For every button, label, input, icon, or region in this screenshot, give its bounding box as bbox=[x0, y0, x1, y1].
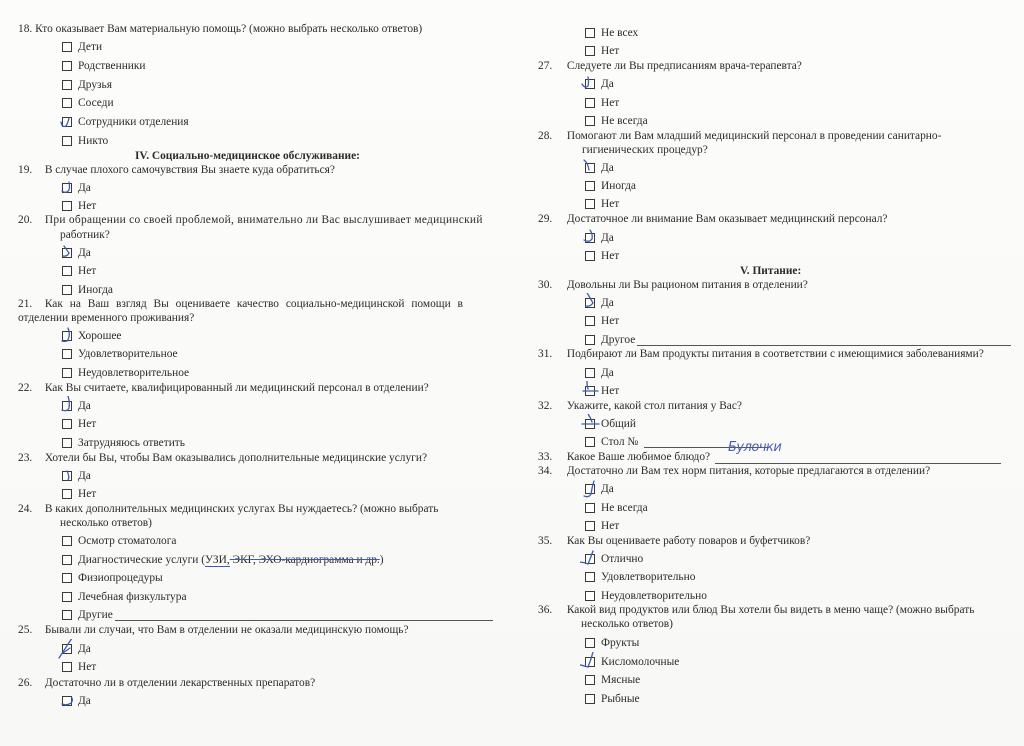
option-q24-diagnostics[interactable] bbox=[62, 553, 384, 567]
checkbox-icon[interactable] bbox=[585, 28, 595, 38]
question-number: 34. bbox=[538, 465, 553, 477]
option-q25-no[interactable] bbox=[62, 660, 96, 674]
question-number: 23. bbox=[18, 452, 33, 464]
question-28-continuation: гигиенических процедур? bbox=[582, 144, 708, 156]
option-label: Нет bbox=[601, 198, 620, 210]
question-18 bbox=[18, 22, 422, 36]
option-label: Диагностические услуги (УЗИ, ЭКГ, ЭХО-кардиограмма и др.) bbox=[78, 554, 384, 566]
option-label: Нет bbox=[78, 200, 97, 212]
checkbox-icon[interactable] bbox=[62, 98, 72, 108]
section-heading-nutrition: V. Питание: bbox=[740, 265, 802, 277]
checkbox-icon[interactable] bbox=[585, 386, 595, 396]
option-q29-no[interactable] bbox=[585, 249, 619, 263]
checkbox-icon[interactable] bbox=[62, 471, 72, 481]
question-number: 29. bbox=[538, 213, 553, 225]
checkbox-icon[interactable] bbox=[585, 503, 595, 513]
option-label: Неудовлетворительное bbox=[78, 367, 190, 379]
option-q18-neighbors[interactable] bbox=[62, 96, 114, 110]
option-q22-hard-to-say[interactable] bbox=[62, 436, 185, 450]
option-label: Да bbox=[78, 182, 91, 194]
option-label: Не всегда bbox=[601, 502, 648, 514]
option-label: Нет bbox=[78, 418, 97, 430]
option-label: Осмотр стоматолога bbox=[78, 535, 177, 547]
checkbox-icon[interactable] bbox=[62, 61, 72, 71]
handwritten-check-icon bbox=[580, 414, 602, 434]
question-20-continuation: работник? bbox=[60, 229, 110, 241]
checkbox-icon[interactable] bbox=[62, 610, 72, 620]
handwritten-check-icon bbox=[57, 396, 79, 416]
question-text: Хотели бы Вы, чтобы Вам оказывались дополнительные медицинские услуги? bbox=[44, 452, 428, 464]
question-number: 19. bbox=[18, 164, 33, 176]
question-text: Как на Ваш взгляд Вы оцениваете качество социально-медицинской помощи в bbox=[44, 298, 463, 310]
option-label: Да bbox=[601, 162, 614, 174]
option-q22-yes[interactable] bbox=[62, 399, 91, 413]
checkbox-icon[interactable] bbox=[585, 298, 595, 308]
checkbox-icon[interactable] bbox=[585, 251, 595, 261]
option-q34-no[interactable] bbox=[585, 519, 619, 533]
option-label: Да bbox=[78, 247, 91, 259]
handwritten-check-icon bbox=[580, 293, 602, 313]
option-label: Нет bbox=[601, 520, 620, 532]
option-label: Нет bbox=[78, 661, 97, 673]
checkbox-icon[interactable] bbox=[585, 233, 595, 243]
question-22 bbox=[18, 381, 429, 395]
option-q27-yes[interactable] bbox=[585, 77, 614, 91]
question-26 bbox=[18, 676, 315, 690]
option-q28-no[interactable] bbox=[585, 197, 619, 211]
handwritten-check-icon bbox=[580, 74, 602, 94]
option-q35-satisfactory[interactable] bbox=[585, 570, 695, 584]
checkbox-icon[interactable] bbox=[62, 662, 72, 672]
checkbox-icon[interactable] bbox=[62, 349, 72, 359]
checkbox-icon[interactable] bbox=[585, 116, 595, 126]
option-label: Да bbox=[78, 695, 91, 707]
option-q24-exercise[interactable] bbox=[62, 590, 187, 604]
checkbox-icon[interactable] bbox=[585, 437, 595, 447]
checkbox-icon[interactable] bbox=[585, 335, 595, 345]
question-number: 18. bbox=[18, 23, 33, 35]
checkbox-icon[interactable] bbox=[585, 638, 595, 648]
question-27 bbox=[538, 59, 802, 73]
question-text: В каких дополнительных медицинских услугах Вы нуждаетесь? (можно выбрать bbox=[44, 503, 439, 515]
option-q26-not-all[interactable] bbox=[585, 26, 638, 40]
option-label: Соседи bbox=[78, 97, 114, 109]
question-text: В случае плохого самочувствия Вы знаете куда обратиться? bbox=[44, 164, 335, 176]
option-q23-yes[interactable] bbox=[62, 469, 91, 483]
option-q35-unsatisfactory[interactable] bbox=[585, 589, 707, 603]
option-label: Никто bbox=[78, 135, 109, 147]
checkbox-icon[interactable] bbox=[62, 592, 72, 602]
option-q32-general[interactable] bbox=[585, 417, 636, 431]
option-label: Кисломолочные bbox=[601, 656, 680, 668]
question-29 bbox=[538, 212, 887, 226]
option-q36-fruits[interactable] bbox=[585, 636, 639, 650]
option-q24-other[interactable] bbox=[62, 608, 493, 622]
question-text: Как Вы считаете, квалифицированный ли медицинский персонал в отделении? bbox=[44, 382, 429, 394]
option-label: Нет bbox=[601, 250, 620, 262]
question-31 bbox=[538, 347, 984, 361]
question-19 bbox=[18, 163, 335, 177]
checkbox-icon[interactable] bbox=[585, 181, 595, 191]
option-label: Да bbox=[78, 643, 91, 655]
checkbox-icon[interactable] bbox=[585, 484, 595, 494]
question-text: Подбирают ли Вам продукты питания в соответствии с имеющимися заболеваниями? bbox=[566, 348, 984, 360]
option-label: Неудовлетворительно bbox=[601, 590, 707, 602]
question-number: 32. bbox=[538, 400, 553, 412]
option-q36-fish[interactable] bbox=[585, 692, 640, 706]
checkbox-icon[interactable] bbox=[62, 696, 72, 706]
question-text: Какое Ваше любимое блюдо? bbox=[566, 451, 711, 463]
option-q26-no[interactable] bbox=[585, 44, 619, 58]
question-text: Как Вы оцениваете работу поваров и буфетчиков? bbox=[566, 535, 811, 547]
question-text: Укажите, какой стол питания у Вас? bbox=[566, 400, 742, 412]
option-label: Да bbox=[601, 232, 614, 244]
option-q25-yes[interactable] bbox=[62, 642, 91, 656]
question-number: 25. bbox=[18, 624, 33, 636]
section-heading-social-medical: IV. Социально-медицинское обслуживание: bbox=[135, 150, 360, 162]
handwritten-check-icon bbox=[57, 691, 79, 711]
option-label: Нет bbox=[601, 315, 620, 327]
checkbox-icon[interactable] bbox=[62, 489, 72, 499]
option-label: Иногда bbox=[601, 180, 636, 192]
option-label: Да bbox=[78, 470, 91, 482]
question-text: Кто оказывает Вам материальную помощь? (можно выбрать несколько ответов) bbox=[35, 23, 423, 35]
option-q36-dairy[interactable] bbox=[585, 655, 679, 669]
question-32 bbox=[538, 399, 742, 413]
checkbox-icon[interactable] bbox=[585, 591, 595, 601]
question-text: Какой вид продуктов или блюд Вы хотели бы видеть в меню чаще? (можно выбрать bbox=[566, 604, 975, 616]
question-text: Помогают ли Вам младший медицинский персонал в проведении санитарно- bbox=[566, 130, 942, 142]
checkbox-icon[interactable] bbox=[62, 368, 72, 378]
other-answer-field[interactable] bbox=[637, 334, 1011, 346]
checkbox-icon[interactable] bbox=[585, 79, 595, 89]
question-24-continuation: несколько ответов) bbox=[60, 517, 152, 529]
option-q35-excellent[interactable] bbox=[585, 552, 643, 566]
question-20 bbox=[18, 213, 483, 227]
option-label: Отлично bbox=[601, 553, 644, 565]
checkbox-icon[interactable] bbox=[585, 46, 595, 56]
checkbox-icon[interactable] bbox=[62, 419, 72, 429]
question-36 bbox=[538, 603, 974, 617]
question-23 bbox=[18, 451, 427, 465]
checkbox-icon[interactable] bbox=[585, 572, 595, 582]
handwritten-check-icon bbox=[57, 178, 79, 198]
handwritten-check-icon bbox=[580, 228, 602, 248]
option-q28-sometimes[interactable] bbox=[585, 179, 636, 193]
option-label: Общий bbox=[601, 418, 636, 430]
handwritten-check-icon bbox=[57, 466, 79, 486]
option-q27-not-always[interactable] bbox=[585, 114, 648, 128]
question-35 bbox=[538, 534, 810, 548]
option-label: Не всех bbox=[601, 27, 639, 39]
checkbox-icon[interactable] bbox=[585, 521, 595, 531]
checkbox-icon[interactable] bbox=[62, 438, 72, 448]
option-label: Нет bbox=[601, 45, 620, 57]
checkbox-icon[interactable] bbox=[585, 98, 595, 108]
checkbox-icon[interactable] bbox=[585, 163, 595, 173]
option-q23-no[interactable] bbox=[62, 487, 96, 501]
checkbox-icon[interactable] bbox=[62, 555, 72, 565]
handwritten-check-icon bbox=[57, 243, 79, 263]
struck-out-text: ЭКГ, ЭХО-кардиограмма и др. bbox=[229, 554, 380, 566]
question-number: 28. bbox=[538, 130, 553, 142]
handwritten-check-icon bbox=[580, 158, 602, 178]
option-q18-nobody[interactable] bbox=[62, 134, 108, 148]
option-label: Да bbox=[601, 483, 614, 495]
option-q22-no[interactable] bbox=[62, 417, 96, 431]
option-q20-no[interactable] bbox=[62, 264, 96, 278]
question-text: Следуете ли Вы предписаниям врача-терапевта? bbox=[566, 60, 802, 72]
question-text: Достаточно ли в отделении лекарственных препаратов? bbox=[44, 677, 316, 689]
checkbox-icon[interactable] bbox=[585, 368, 595, 378]
handwritten-check-icon bbox=[57, 112, 79, 132]
option-q19-no[interactable] bbox=[62, 199, 96, 213]
option-label: Лечебная физкультура bbox=[78, 591, 187, 603]
option-q30-yes[interactable] bbox=[585, 296, 614, 310]
question-28 bbox=[538, 129, 941, 143]
option-q19-yes[interactable] bbox=[62, 181, 91, 195]
question-36-continuation: несколько ответов) bbox=[581, 618, 673, 630]
question-number: 27. bbox=[538, 60, 553, 72]
right-column bbox=[512, 0, 1024, 746]
option-label: Да bbox=[601, 78, 614, 90]
option-q24-dentist[interactable] bbox=[62, 534, 176, 548]
question-24 bbox=[18, 502, 438, 516]
option-label: Нет bbox=[601, 97, 620, 109]
question-number: 36. bbox=[538, 604, 553, 616]
checkbox-icon[interactable] bbox=[62, 285, 72, 295]
question-text: Достаточное ли внимание Вам оказывает медицинский персонал? bbox=[566, 213, 888, 225]
question-number: 30. bbox=[538, 279, 553, 291]
checkbox-icon[interactable] bbox=[585, 675, 595, 685]
question-text: Достаточно ли Вам тех норм питания, которые предлагаются в отделении? bbox=[566, 465, 931, 477]
option-label: Сотрудники отделения bbox=[78, 116, 189, 128]
option-label: Стол № bbox=[601, 436, 639, 448]
handwritten-check-icon bbox=[580, 479, 602, 499]
checkbox-icon[interactable] bbox=[62, 117, 72, 127]
option-label: Хорошее bbox=[78, 330, 122, 342]
question-30 bbox=[538, 278, 808, 292]
checkbox-icon[interactable] bbox=[62, 42, 72, 52]
checkbox-icon[interactable] bbox=[585, 657, 595, 667]
option-q20-yes[interactable] bbox=[62, 246, 91, 260]
option-label: Нет bbox=[78, 265, 97, 277]
option-q30-no[interactable] bbox=[585, 314, 619, 328]
handwritten-check-icon bbox=[580, 652, 602, 672]
question-25 bbox=[18, 623, 409, 637]
question-number: 21. bbox=[18, 298, 33, 310]
checkbox-icon[interactable] bbox=[62, 536, 72, 546]
handwritten-answer: Булочки bbox=[728, 440, 782, 455]
checkbox-icon[interactable] bbox=[585, 419, 595, 429]
checkbox-icon[interactable] bbox=[585, 694, 595, 704]
question-number: 24. bbox=[18, 503, 33, 515]
checkbox-icon[interactable] bbox=[62, 573, 72, 583]
option-label: Физиопроцедуры bbox=[78, 572, 163, 584]
option-label: Иногда bbox=[78, 284, 113, 296]
question-34 bbox=[538, 464, 930, 478]
underlined-ultrasound: УЗИ, bbox=[205, 554, 230, 566]
option-q18-friends[interactable] bbox=[62, 78, 112, 92]
option-label: Удовлетворительное bbox=[78, 348, 178, 360]
question-number: 20. bbox=[18, 214, 33, 226]
question-number: 35. bbox=[538, 535, 553, 547]
option-q29-yes[interactable] bbox=[585, 231, 614, 245]
handwritten-check-icon bbox=[57, 326, 79, 346]
checkbox-icon[interactable] bbox=[62, 401, 72, 411]
question-number: 31. bbox=[538, 348, 553, 360]
option-q21-satisfactory[interactable] bbox=[62, 347, 178, 361]
option-label: Дети bbox=[78, 41, 103, 53]
option-q24-physio[interactable] bbox=[62, 571, 163, 585]
question-text: При обращении со своей проблемой, внимательно ли Вас выслушивает медицинский bbox=[44, 214, 483, 226]
option-q36-meat[interactable] bbox=[585, 673, 640, 687]
option-q20-sometimes[interactable] bbox=[62, 283, 113, 297]
question-number: 26. bbox=[18, 677, 33, 689]
option-q18-relatives[interactable] bbox=[62, 59, 146, 73]
question-21-continuation: отделении временного проживания? bbox=[18, 312, 195, 324]
option-q34-not-always[interactable] bbox=[585, 501, 648, 515]
option-q27-no[interactable] bbox=[585, 96, 619, 110]
other-answer-field[interactable] bbox=[115, 609, 493, 621]
checkbox-icon[interactable] bbox=[62, 201, 72, 211]
option-q26-yes[interactable] bbox=[62, 694, 91, 708]
option-label: Удовлетворительно bbox=[601, 571, 696, 583]
question-text: Бывали ли случаи, что Вам в отделении не оказали медицинскую помощь? bbox=[44, 624, 409, 636]
checkbox-icon[interactable] bbox=[62, 266, 72, 276]
option-q21-good[interactable] bbox=[62, 329, 121, 343]
option-q31-no[interactable] bbox=[585, 384, 619, 398]
option-q18-children[interactable] bbox=[62, 40, 102, 54]
option-label: Рыбные bbox=[601, 693, 640, 705]
option-label: Другие bbox=[78, 609, 113, 621]
option-q34-yes[interactable] bbox=[585, 482, 614, 496]
checkbox-icon[interactable] bbox=[585, 199, 595, 209]
checkbox-icon[interactable] bbox=[62, 248, 72, 258]
option-label: Другое bbox=[601, 334, 636, 346]
option-label: Да bbox=[601, 367, 614, 379]
checkbox-icon[interactable] bbox=[62, 644, 72, 654]
option-label: Да bbox=[78, 400, 91, 412]
checkbox-icon[interactable] bbox=[62, 80, 72, 90]
option-label: Да bbox=[601, 297, 614, 309]
option-label: Нет bbox=[601, 385, 620, 397]
question-text: Довольны ли Вы рационом питания в отделении? bbox=[566, 279, 808, 291]
option-q31-yes[interactable] bbox=[585, 366, 614, 380]
handwritten-check-icon bbox=[580, 549, 602, 569]
option-label: Родственники bbox=[78, 60, 146, 72]
option-q18-staff[interactable] bbox=[62, 115, 189, 129]
option-label: Не всегда bbox=[601, 115, 648, 127]
question-number: 33. bbox=[538, 451, 553, 463]
checkbox-icon[interactable] bbox=[585, 554, 595, 564]
checkbox-icon[interactable] bbox=[62, 136, 72, 146]
handwritten-check-icon bbox=[580, 381, 602, 401]
option-label: Друзья bbox=[78, 79, 112, 91]
option-label: Нет bbox=[78, 488, 97, 500]
checkbox-icon[interactable] bbox=[62, 331, 72, 341]
option-label: Мясные bbox=[601, 674, 641, 686]
option-q30-other[interactable] bbox=[585, 333, 1011, 347]
checkbox-icon[interactable] bbox=[585, 316, 595, 326]
option-label: Фрукты bbox=[601, 637, 640, 649]
option-q28-yes[interactable] bbox=[585, 161, 614, 175]
option-label: Затрудняюсь ответить bbox=[78, 437, 185, 449]
checkbox-icon[interactable] bbox=[62, 183, 72, 193]
handwritten-check-icon bbox=[57, 639, 79, 659]
option-q21-unsatisfactory[interactable] bbox=[62, 366, 189, 380]
question-21 bbox=[18, 297, 463, 311]
question-number: 22. bbox=[18, 382, 33, 394]
